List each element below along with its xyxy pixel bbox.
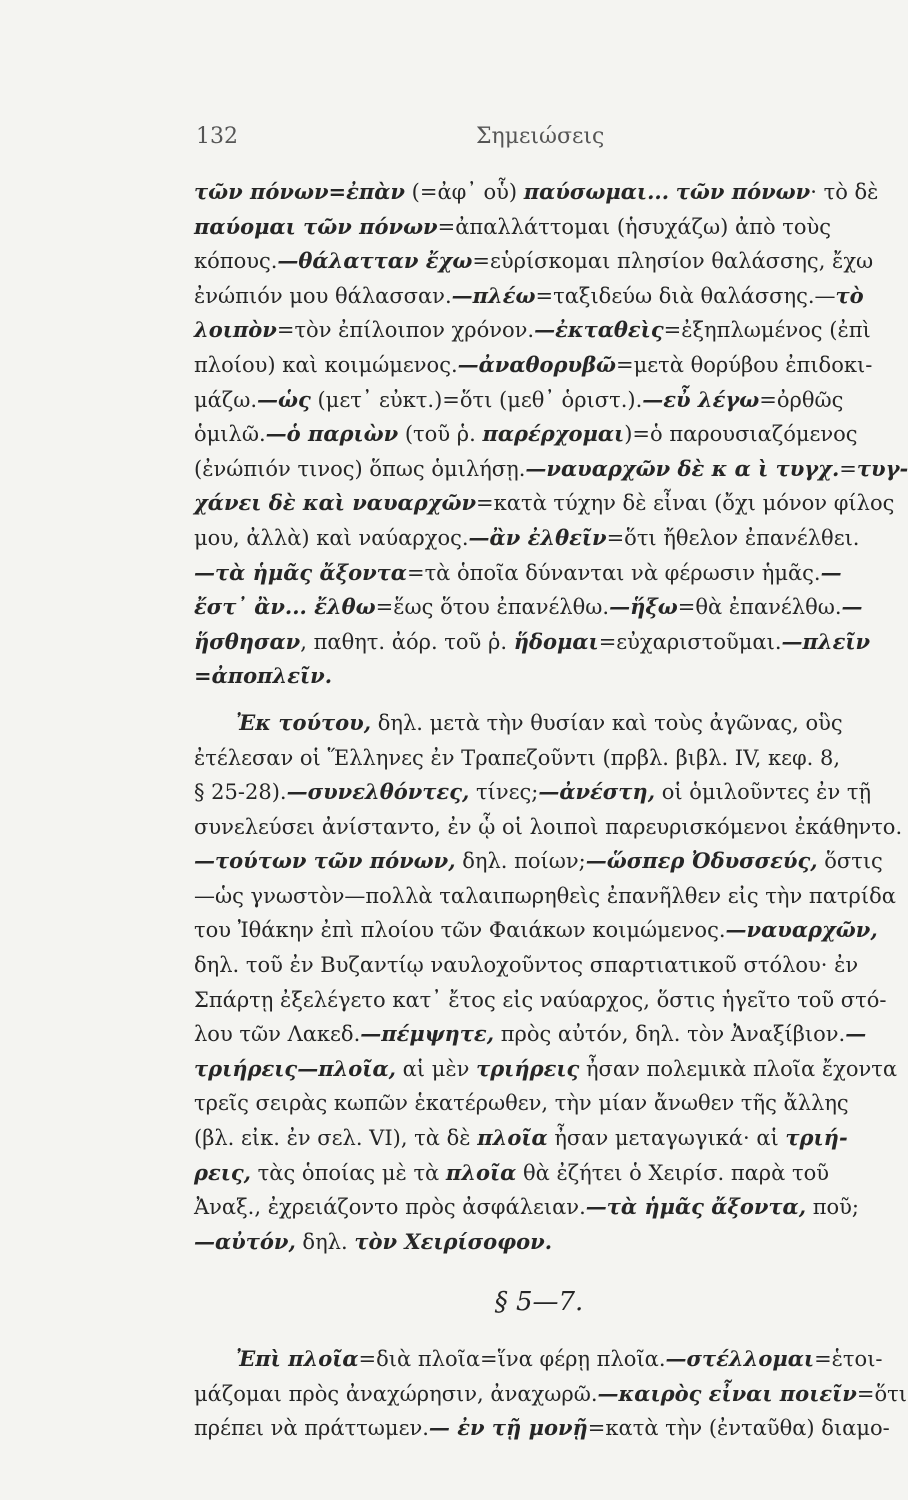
text-line (194, 1086, 884, 1121)
gloss-text: , παθητ. ἀόρ. τοῦ ῥ. (300, 629, 514, 654)
text-line (194, 1342, 884, 1377)
gloss-text: (μετ᾽ εὐκτ.)=ὅτι (μεθ᾽ ὁριστ.). (310, 387, 643, 412)
page-number: 132 (196, 124, 238, 149)
lemma-text: —ἂν ἐλθεῖν (468, 524, 607, 550)
gloss-text: = (839, 456, 857, 481)
lemma-text: παύσωμαι... (523, 179, 670, 204)
text-line (194, 279, 884, 314)
gloss-text: —ὡς γνωστὸν—πολλὰ ταλαιπωρηθεὶς ἐπανῆλθεν εἰς τὴν πατρίδα (194, 883, 896, 908)
gloss-text: οἱ ὁμιλοῦντες ἐν τῇ (655, 780, 872, 805)
page-header (196, 124, 896, 156)
gloss-text: τίνες; (469, 780, 539, 805)
notes-block-2 (194, 706, 903, 1260)
lemma-text: —τὰ ἡμᾶς ἄξοντα (194, 559, 407, 585)
text-line (194, 1377, 907, 1412)
gloss-text: =ὀρθῶς (759, 387, 844, 412)
text-line (194, 659, 884, 694)
gloss-text: μάζομαι πρὸς ἀναχώρησιν, ἀναχωρῶ. (194, 1381, 598, 1406)
lemma-text: τὸν Χειρίσοφον. (354, 1228, 553, 1254)
text-line (194, 1017, 884, 1052)
text-line (194, 313, 884, 348)
gloss-text: μάζω. (194, 387, 258, 412)
lemma-text: — (841, 594, 863, 620)
gloss-text: (βλ. εἰκ. ἐν σελ. VI), τὰ δὲ (194, 1126, 478, 1151)
gloss-text (669, 180, 676, 204)
gloss-text: του Ἰθάκην ἐπὶ πλοίου τῶν Φαιάκων κοιμώμενος. (194, 918, 726, 943)
text-line (194, 879, 896, 914)
gloss-text: πρὸς αὐτόν, δηλ. τὸν Ἀναξίβιον. (494, 1022, 846, 1047)
gloss-text: (=ἀφ᾽ οὗ) (404, 180, 524, 204)
text-line (194, 1190, 884, 1225)
lemma-text: —ἥξω (609, 594, 678, 620)
gloss-text: =ἐξηπλωμένος (ἐπὶ (663, 318, 871, 343)
gloss-text: Σπάρτῃ ἐξελέγετο κατ᾽ ἔτος εἰς ναύαρχος, ὅστις ἡγεῖτο τοῦ στό- (194, 987, 887, 1012)
lemma-text: — ἐν τῇ μονῇ (428, 1415, 588, 1441)
text-line (194, 983, 887, 1018)
gloss-text: τὰς ὁποίας μὲ τὰ (251, 1160, 446, 1185)
gloss-text: ποῦ; (806, 1195, 859, 1220)
lemma-text: —πέμψητε, (360, 1021, 495, 1047)
gloss-text: =ταξιδεύω διὰ θαλάσσης.— (535, 283, 836, 308)
lemma-text: —πλέω (451, 282, 536, 308)
text-line (194, 486, 895, 521)
lemma-text: —πλεῖν (781, 628, 871, 654)
lemma-text: —ναυαρχῶν, (725, 917, 878, 943)
lemma-text: —ὁ παριὼν (265, 421, 399, 447)
lemma-text: —ναυαρχῶν δὲ κ α ὶ τυγχ. (525, 455, 840, 481)
gloss-text: ἦσαν πολεμικὰ πλοῖα ἔχοντα (579, 1056, 898, 1081)
lemma-text: τριή- (785, 1125, 848, 1151)
text-line (194, 1225, 884, 1260)
gloss-text: § 25-28). (194, 780, 287, 805)
gloss-text: =ἕως ὅτου ἐπανέλθω. (375, 595, 610, 620)
text-line (194, 556, 884, 591)
lemma-text: τῶν πόνων (675, 179, 811, 204)
text-line (194, 521, 884, 556)
gloss-text: =εὐχαριστοῦμαι. (598, 629, 782, 654)
gloss-text: =κατὰ τὴν (ἐνταῦθα) διαμο- (587, 1416, 890, 1441)
lemma-text: —ὥσπερ Ὀδυσσεύς, (585, 848, 818, 874)
lemma-text: πλοῖα (477, 1125, 548, 1151)
text-line (194, 417, 884, 452)
gloss-text: Ἀναξ., ἐχρειάζοντο πρὸς ἀσφάλειαν. (194, 1195, 586, 1220)
gloss-text: τρεῖς σειρὰς κωπῶν ἑκατέρωθεν, τὴν μίαν ἄνωθεν τῆς ἄλλης (194, 1091, 849, 1116)
text-line (194, 1121, 884, 1156)
gloss-text: ὅστις (817, 849, 883, 874)
text-line (194, 590, 884, 625)
lemma-text: παρέρχομαι (482, 421, 625, 447)
lemma-text: —ὡς (257, 386, 311, 412)
gloss-text: δηλ. μετὰ τὴν θυσίαν καὶ τοὺς ἀγῶνας, οὓς (371, 710, 843, 735)
notes-block-3 (194, 1342, 907, 1446)
text-line (194, 348, 884, 383)
lemma-text: —καιρὸς εἶναι ποιεῖν (597, 1380, 857, 1406)
text-line (194, 625, 884, 660)
gloss-text: ἐνώπιόν μου θάλασσαν. (194, 283, 452, 308)
gloss-text: =ὅτι (856, 1381, 907, 1406)
lemma-text: —τούτων τῶν πόνων, (194, 848, 456, 874)
text-line (194, 741, 884, 776)
gloss-text: =κατὰ τύχην δὲ εἶναι (ὄχι μόνον φίλος (476, 491, 895, 516)
lemma-text: —ἐκταθεὶς (534, 317, 664, 343)
gloss-text: ὁμιλῶ. (194, 422, 266, 447)
gloss-text: πρέπει νὰ πράττωμεν. (194, 1416, 429, 1441)
text-line (194, 948, 884, 983)
gloss-text: ἐτέλεσαν οἱ Ἕλληνες ἐν Τραπεζοῦντι (πρβλ. βιβλ. IV, κεφ. 8, (194, 745, 841, 770)
gloss-text: )=ὁ παρουσιαζόμενος (624, 422, 858, 447)
lemma-text: Ἐκ τούτου, (236, 709, 372, 735)
gloss-text: · τὸ δὲ (810, 180, 879, 204)
text-line (194, 844, 884, 879)
lemma-text: —συνελθόντες, (286, 779, 470, 805)
gloss-text: μου, ἀλλὰ) καὶ ναύαρχος. (194, 525, 469, 550)
lemma-text: —τὰ ἡμᾶς ἄξοντα, (585, 1194, 807, 1220)
lemma-text: — (820, 559, 842, 585)
lemma-text: τυγ- (856, 455, 908, 481)
lemma-text: πλοῖα (445, 1159, 517, 1185)
text-line (194, 775, 884, 810)
lemma-text: χάνει δὲ καὶ ναυαρχῶν (194, 490, 477, 516)
gloss-text: =ἀπαλλάττομαι (ἡσυχάζω) ἀπὸ τοὺς (437, 214, 832, 239)
lemma-text: παύομαι τῶν πόνων (194, 213, 438, 239)
lemma-text: —στέλλομαι (665, 1346, 815, 1371)
text-line (194, 913, 884, 948)
gloss-text: ἦσαν μεταγωγικά· αἱ (547, 1126, 786, 1151)
lemma-text: ἔστ᾽ ἂν... ἔλθω (194, 594, 376, 620)
text-line (194, 1052, 898, 1087)
text-line (194, 1156, 884, 1191)
gloss-text: =ἑτοι- (814, 1347, 883, 1371)
text-line (194, 810, 903, 845)
gloss-text: =ὅτι ἤθελον ἐπανέλθει. (606, 525, 860, 550)
text-line (194, 383, 884, 418)
gloss-text: (ἐνώπιόν τινος) ὅπως ὁμιλήσῃ. (194, 456, 526, 481)
lemma-text: —εὖ λέγω (642, 386, 760, 412)
lemma-text: — (845, 1021, 867, 1047)
running-title: Σημειώσεις (476, 124, 605, 149)
text-line (194, 1411, 890, 1446)
gloss-text: κόπους. (194, 249, 278, 274)
lemma-text: —ἀναθορυβῶ (457, 351, 617, 377)
gloss-text: =τὸν ἐπίλοιπον χρόνον. (276, 318, 535, 343)
notes-block-1 (194, 175, 908, 694)
gloss-text: αἱ μὲν (395, 1056, 477, 1081)
section-heading: § 5—7. (494, 1287, 584, 1318)
gloss-text: =θὰ ἐπανέλθω. (677, 595, 842, 620)
lemma-text: τῶν πόνων=ἐπὰν (194, 179, 405, 204)
notes-body (194, 175, 908, 1446)
text-line (194, 210, 884, 245)
lemma-text: —αὐτόν, (194, 1228, 296, 1254)
gloss-text: λου τῶν Λακεδ. (194, 1022, 361, 1047)
lemma-text: —ἀνέστη, (538, 779, 656, 805)
lemma-text: ἥσθησαν (194, 628, 301, 654)
lemma-text: τὸ (835, 282, 864, 308)
text-line (194, 244, 884, 279)
lemma-text: Ἐπὶ πλοῖα (236, 1346, 359, 1371)
gloss-text: =εὑρίσκομαι πλησίον θαλάσσης, ἔχω (472, 249, 874, 274)
gloss-text: =τὰ ὁποῖα δύνανται νὰ φέρωσιν ἡμᾶς. (406, 560, 821, 585)
text-line (194, 175, 884, 210)
gloss-text: θὰ ἐζήτει ὁ Χειρίσ. παρὰ τοῦ (516, 1160, 830, 1185)
lemma-text: λοιπὸν (194, 317, 277, 343)
text-line (194, 452, 908, 487)
lemma-text: τριήρεις—πλοῖα, (194, 1055, 396, 1081)
gloss-text: (τοῦ ῥ. (398, 422, 483, 447)
gloss-text: δηλ. τοῦ ἐν Βυζαντίῳ ναυλοχοῦντος σπαρτιατικοῦ στόλου· ἐν (194, 953, 859, 978)
lemma-text: —θάλατταν ἔχω (277, 248, 473, 274)
lemma-text: τριήρεις (476, 1055, 580, 1081)
gloss-text: δηλ. (295, 1229, 355, 1254)
text-line (194, 706, 884, 741)
lemma-text: ἥδομαι (513, 628, 599, 654)
gloss-text: =διὰ πλοῖα=ἵνα φέρῃ πλοῖα. (358, 1347, 666, 1371)
gloss-text: πλοίου) καὶ κοιμώμενος. (194, 352, 458, 377)
gloss-text: δηλ. ποίων; (455, 849, 586, 874)
lemma-text: =ἀποπλεῖν. (194, 663, 333, 689)
lemma-text: ρεις, (194, 1159, 251, 1185)
gloss-text: =μετὰ θορύβου ἐπιδοκι- (616, 352, 873, 377)
gloss-text: συνελεύσει ἀνίσταντο, ἐν ᾧ οἱ λοιποὶ παρευρισκόμενοι ἐκάθηντο. (194, 814, 903, 839)
